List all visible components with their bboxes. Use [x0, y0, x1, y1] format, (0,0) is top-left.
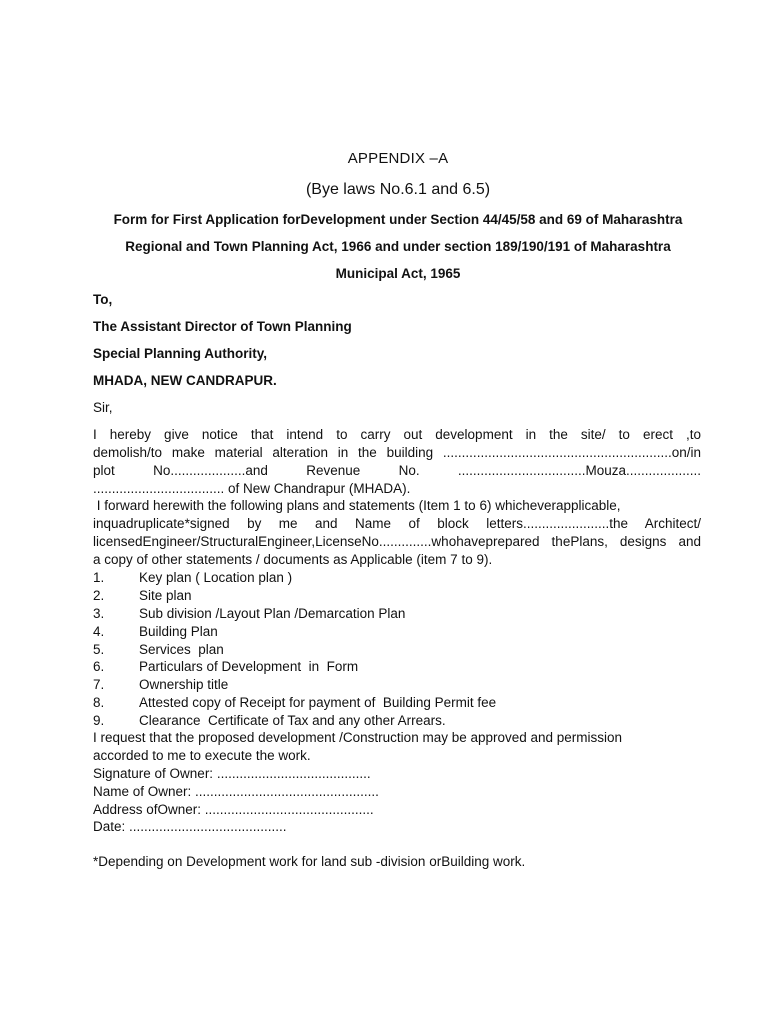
plans-list	[93, 569, 496, 730]
item-text: Site plan	[139, 587, 192, 603]
list-item	[93, 676, 496, 694]
item-number: 6.	[93, 659, 105, 675]
list-item	[93, 623, 496, 641]
request-line: accorded to me to execute the work.	[93, 747, 311, 763]
item-number: 1.	[93, 570, 105, 585]
item-number: 2.	[93, 587, 105, 603]
list-item	[93, 587, 496, 605]
item-number: 7.	[93, 677, 105, 693]
plans-line: a copy of other statements / documents as Applicable (item 7 to 9).	[93, 551, 493, 567]
list-item	[93, 694, 496, 712]
address-to: To,	[93, 292, 113, 307]
item-number: 5.	[93, 641, 105, 657]
plans-paragraph	[93, 497, 701, 569]
plans-line: licensedEngineer/StructuralEngineer,LicenseNo..............whohaveprepared thePlans, designs and	[93, 533, 701, 549]
form-title-line-3: Municipal Act, 1965	[335, 266, 461, 281]
footnote: *Depending on Development work for land sub -division orBuilding work.	[93, 854, 526, 869]
item-number: 9.	[93, 713, 105, 729]
notice-line: plot No....................and Revenue No. ..................................Mouza....................	[93, 462, 701, 478]
owner-name-field: Name of Owner: .................................................	[93, 783, 379, 799]
notice-line: demolish/to make material alteration in the building .............................................................on/in	[93, 444, 701, 460]
list-item	[93, 569, 496, 587]
owner-signature-field: Signature of Owner: .........................................	[93, 765, 371, 781]
item-text: Particulars of Development in Form	[139, 659, 359, 675]
item-text: Services plan	[139, 641, 224, 657]
item-text: Key plan ( Location plan )	[139, 570, 293, 585]
item-text: Attested copy of Receipt for payment of Building Permit fee	[139, 695, 497, 711]
notice-line: ................................... of New Chandrapur (MHADA).	[93, 480, 411, 496]
plans-line: inquadruplicate*signed by me and Name of block letters.......................the Architect/	[93, 515, 701, 531]
address-authority: Special Planning Authority,	[93, 346, 268, 361]
list-item	[93, 641, 496, 659]
address-location: MHADA, NEW CANDRAPUR.	[93, 373, 277, 388]
owner-address-field: Address ofOwner: .............................................	[93, 801, 374, 817]
plans-line: I forward herewith the following plans and statements (Item 1 to 6) whicheverapplicable,	[93, 498, 621, 513]
bye-laws-subheading: (Bye laws No.6.1 and 6.5)	[305, 181, 491, 198]
item-number: 4.	[93, 623, 105, 639]
form-title-line-2: Regional and Town Planning Act, 1966 and under section 189/190/191 of Maharashtra	[125, 239, 671, 254]
notice-paragraph	[93, 426, 701, 498]
form-title-line-1: Form for First Application forDevelopment under Section 44/45/58 and 69 of Maharashtra	[113, 212, 683, 227]
address-recipient: The Assistant Director of Town Planning	[93, 319, 352, 334]
item-text: Clearance Certificate of Tax and any other Arrears.	[139, 713, 446, 729]
list-item	[93, 605, 496, 623]
request-line: I request that the proposed development /Construction may be approved and permission	[93, 730, 623, 745]
item-number: 8.	[93, 695, 105, 711]
item-text: Ownership title	[139, 677, 229, 693]
appendix-heading: APPENDIX –A	[347, 150, 449, 167]
closing-section	[93, 729, 701, 836]
list-item	[93, 658, 496, 676]
list-item	[93, 712, 496, 730]
item-number: 3.	[93, 605, 105, 621]
item-text: Building Plan	[139, 623, 218, 639]
date-field: Date: ..........................................	[93, 819, 287, 835]
notice-line: I hereby give notice that intend to carry out development in the site/ to erect ,to	[93, 427, 701, 442]
salutation: Sir,	[93, 400, 113, 415]
item-text: Sub division /Layout Plan /Demarcation Plan	[139, 605, 406, 621]
